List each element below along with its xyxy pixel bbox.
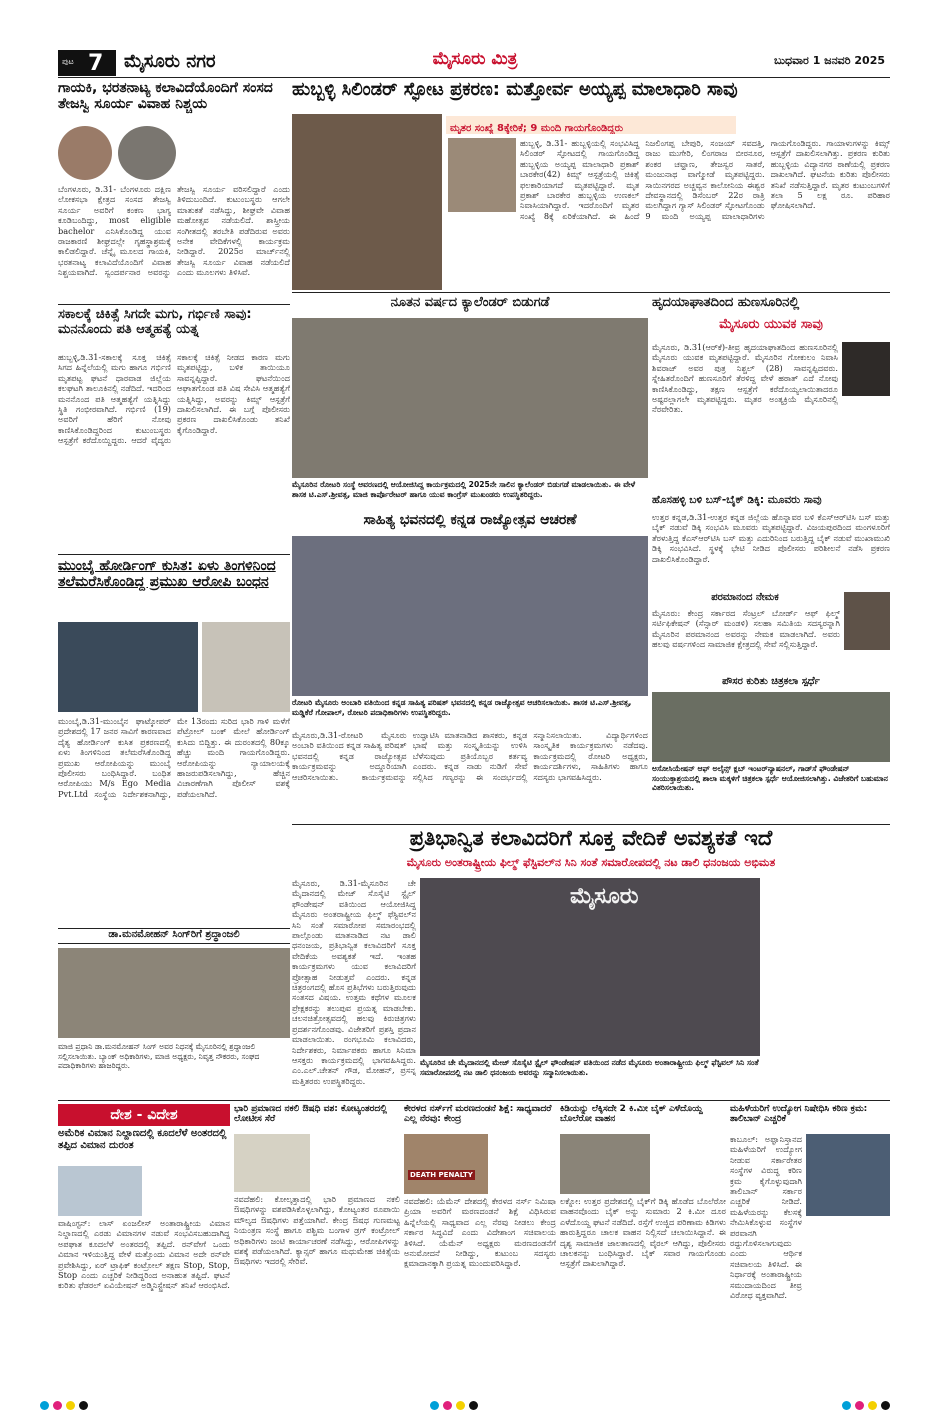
photo-calendar-release	[292, 318, 648, 478]
body: ವಾಷಿಂಗ್ಟನ್: ಲಾಸ್ ಏಂಜಲೀಸ್ ಅಂತಾರಾಷ್ಟ್ರೀಯ ವಿಮಾನ ನಿಲ್ದಾಣದಲ್ಲಿ ಎರಡು ವಿಮಾನಗಳ ನಡುವೆ ಸಂಭವಿಸಬಹುದಾಗಿದ್ದ ಅಪಘಾತ ಕೂದಲೆಳೆ ಅಂತರದಲ್ಲಿ ತಪ್ಪಿದೆ. ರನ್‌ವೇಗೆ ಒಂದು ವಿಮಾನ ಇಳಿಯುತ್ತಿದ್ದ ವೇಳೆ ಮತ್ತೊಂದು ವಿಮಾನ ಅದೇ ರನ್‌ವೇ ಪ್ರವೇಶಿಸಿದ್ದು, ಏರ್ ಟ್ರಾಫಿಕ್ ಕಂಟ್ರೋಲ್ ತಕ್ಷಣ Stop, Stop, Stop ಎಂದು ಎಚ್ಚರಿಕೆ ನೀಡಿದ್ದರಿಂದ ಅನಾಹುತ ತಪ್ಪಿದೆ. ಘಟನೆ ಕುರಿತು ಫೆಡರಲ್ ಏವಿಯೇಷನ್ ಅಡ್ಮಿನಿಸ್ಟ್ರೇಷನ್ ತನಿಖೆ ಆರಂಭಿಸಿದೆ.	[58, 1218, 230, 1291]
photo-paramananda	[844, 592, 890, 650]
article-hubli-cont	[652, 112, 890, 290]
headline: ಹುಬ್ಬಳ್ಳಿ ಸಿಲಿಂಡರ್ ಸ್ಫೋಟ ಪ್ರಕರಣ: ಮತ್ತೋರ್ವ ಅಯ್ಯಪ್ಪ ಮಾಲಾಧಾರಿ ಸಾವು	[292, 80, 738, 100]
article-appoint	[652, 592, 890, 674]
headline: ಗಾಯಕಿ, ಭರತನಾಟ್ಯ ಕಲಾವಿದೆಯೊಂದಿಗೆ ಸಂಸದ ತೇಜಸ್ವಿ ಸೂರ್ಯ ವಿವಾಹ ನಿಶ್ಚಯ	[58, 80, 273, 113]
caption: ಮೈಸೂರಿನ ಚೇ ಮೈದಾನದಲ್ಲಿ ಮೇಜ್ ಸೊಸೈಟಿ ಸ್ಟೈಲ್ ಫೌಂಡೇಷನ್ ವತಿಯಿಂದ ನಡೆದ ಮೈಸೂರು ಅಂತಾರಾಷ್ಟ್ರೀಯ ಫಿಲ್ಮ್ ಫೆಸ್ಟಿವಲ್ ಸಿನಿ ಸಂತೆ ಸಮಾರೋಪದಲ್ಲಿ ನಟ ಡಾಲಿ ಧನಂಜಯ ಅವರನ್ನು ಸನ್ಮಾನಿಸಲಾಯಿತು.	[420, 1058, 759, 1077]
photo-blast	[292, 114, 442, 290]
photo-burqa	[806, 1134, 890, 1216]
photo-bolero	[560, 1134, 650, 1194]
body: ಮೈಸೂರು,ಡಿ.31-ರೋಟರಿ ಮೈಸೂರು ಅಂಬಾರಿ ವತಿಯಿಂದ ಕನ್ನಡ ಸಾಹಿತ್ಯ ಪರಿಷತ್ ಭವನದಲ್ಲಿ ಕನ್ನಡ ರಾಜ್ಯೋತ್ಸವ ಕಾರ್ಯಕ್ರಮವನ್ನು ಅದ್ದೂರಿಯಾಗಿ ಆಚರಿಸಲಾಯಿತು. ಕಾರ್ಯಕ್ರಮವನ್ನು ಉದ್ಘಾಟಿಸಿ ಮಾತನಾಡಿದ ಶಾಸಕರು, ಕನ್ನಡ ಭಾಷೆ ಮತ್ತು ಸಂಸ್ಕೃತಿಯನ್ನು ಉಳಿಸಿ ಬೆಳೆಸುವುದು ಪ್ರತಿಯೊಬ್ಬರ ಕರ್ತವ್ಯ ಎಂದರು. ಕನ್ನಡ ನಾಡು ನುಡಿಗೆ ಸೇವೆ ಸಲ್ಲಿಸಿದ ಗಣ್ಯರನ್ನು ಈ ಸಂದರ್ಭದಲ್ಲಿ ಸನ್ಮಾನಿಸಲಾಯಿತು. ವಿದ್ಯಾರ್ಥಿಗಳಿಂದ ಸಾಂಸ್ಕೃತಿಕ ಕಾರ್ಯಕ್ರಮಗಳು ನಡೆದವು. ಕಾರ್ಯಕ್ರಮದಲ್ಲಿ ರೋಟರಿ ಅಧ್ಯಕ್ಷರು, ಕಾರ್ಯದರ್ಶಿಗಳು, ಸಾಹಿತಿಗಳು ಹಾಗೂ ಸದಸ್ಯರು ಭಾಗವಹಿಸಿದ್ದರು.	[292, 730, 648, 782]
black-dot-icon	[881, 1401, 890, 1410]
cyan-dot-icon	[842, 1401, 851, 1410]
magenta-dot-icon	[855, 1401, 864, 1410]
stamp-text: DEATH PENALTY	[410, 1171, 473, 1179]
body: ಬೆಂಗಳೂರು, ಡಿ.31- ಬೆಂಗಳೂರು ದಕ್ಷಿಣ ಲೋಕಸಭಾ ಕ್ಷೇತ್ರದ ಸಂಸದ ತೇಜಸ್ವಿ ಸೂರ್ಯ ಅವರಿಗೆ ಕಂಕಣ ಭಾಗ್ಯ ಕೂಡಿಬಂದಿದ್ದು, most eligible bachelor ಎನಿಸಿಕೊಂಡಿದ್ದ ಯುವ ರಾಜಕಾರಣಿ ಶೀಘ್ರದಲ್ಲೇ ಗೃಹಸ್ಥಾಶ್ರಮಕ್ಕೆ ಕಾಲಿಡಲಿದ್ದಾರೆ. ಚೆನ್ನೈ ಮೂಲದ ಗಾಯಕಿ, ಭರತನಾಟ್ಯ ಕಲಾವಿದೆಯೊಂದಿಗೆ ವಿವಾಹ ನಿಶ್ಚಯವಾಗಿದೆ. ಸ್ವಂದರ್ಪನಾರ ಅವರನ್ನು ತೇಜಸ್ವಿ ಸೂರ್ಯ ವರಿಸಲಿದ್ದಾರೆ ಎಂದು ತಿಳಿದುಬಂದಿದೆ. ಕುಟುಂಬಸ್ಥರು ಆಗಲೇ ಮಾತುಕತೆ ನಡೆಸಿದ್ದು, ಶೀಘ್ರವೇ ವಿವಾಹ ಮಹೋತ್ಸವ ನಡೆಯಲಿದೆ. ಶಾಸ್ತ್ರೀಯ ಸಂಗೀತದಲ್ಲಿ ತರಬೇತಿ ಪಡೆದಿರುವ ಅವರು ಅನೇಕ ವೇದಿಕೆಗಳಲ್ಲಿ ಕಾರ್ಯಕ್ರಮ ನೀಡಿದ್ದಾರೆ. 2025ರ ಮಾರ್ಚ್‌ನಲ್ಲಿ ತೇಜಸ್ವಿ ಸೂರ್ಯ ವಿವಾಹ ನಡೆಯಲಿದೆ ಎಂದು ಮೂಲಗಳು ತಿಳಿಸಿವೆ.	[58, 184, 290, 278]
divider	[58, 304, 290, 305]
article-drugs	[234, 1104, 400, 1374]
yellow-dot-icon	[868, 1401, 877, 1410]
body: ಮುಂಬೈ,ಡಿ.31-ಮುಂಬೈನ ಘಾಟ್ಕೋಪರ್ ಪ್ರದೇಶದಲ್ಲಿ 17 ಜನರ ಸಾವಿಗೆ ಕಾರಣವಾದ ದೈತ್ಯ ಹೋರ್ಡಿಂಗ್ ಕುಸಿತ ಪ್ರಕರಣದಲ್ಲಿ ಏಳು ತಿಂಗಳಿನಿಂದ ತಲೆಮರೆಸಿಕೊಂಡಿದ್ದ ಪ್ರಮುಖ ಆರೋಪಿಯನ್ನು ಮುಂಬೈ ಪೊಲೀಸರು ಬಂಧಿಸಿದ್ದಾರೆ. ಬಂಧಿತ ಆರೋಪಿಯು M/s Ego Media Pvt.Ltd ಸಂಸ್ಥೆಯ ನಿರ್ದೇಶಕನಾಗಿದ್ದು, ಮೇ 13ರಂದು ಸುರಿದ ಭಾರಿ ಗಾಳಿ ಮಳೆಗೆ ಪೆಟ್ರೋಲ್ ಬಂಕ್ ಮೇಲೆ ಹೋರ್ಡಿಂಗ್ ಕುಸಿದು ಬಿದ್ದಿತ್ತು. ಈ ದುರಂತದಲ್ಲಿ 80ಕ್ಕೂ ಹೆಚ್ಚು ಮಂದಿ ಗಾಯಗೊಂಡಿದ್ದರು. ಆರೋಪಿಯನ್ನು ನ್ಯಾಯಾಲಯಕ್ಕೆ ಹಾಜರುಪಡಿಸಲಾಗಿದ್ದು, ಹೆಚ್ಚಿನ ವಿಚಾರಣೆಗಾಗಿ ಪೊಲೀಸ್ ವಶಕ್ಕೆ ಪಡೆಯಲಾಗಿದೆ.	[58, 716, 290, 799]
section-label-text: ದೇಶ - ವಿದೇಶ	[110, 1107, 178, 1123]
cyan-dot-icon	[40, 1401, 49, 1410]
page-label: ಪುಟ	[62, 57, 74, 66]
headline: ಡಾ.ಮನಮೋಹನ್ ಸಿಂಗ್‌ರಿಗೆ ಶ್ರದ್ಧಾಂಜಲಿ	[58, 928, 290, 944]
headline: ಅಮೆರಿಕ ವಿಮಾನ ನಿಲ್ದಾಣದಲ್ಲಿ ಕೂದಲೆಳೆ ಅಂತರದಲ್ಲಿ ತಪ್ಪಿದ ವಿಮಾನ ದುರಂತ	[58, 1128, 227, 1151]
photo-film-fest	[420, 878, 760, 1056]
headline: ಕೇರಳದ ನರ್ಸ್‌ಗೆ ಮರಣದಂಡನೆ ಶಿಕ್ಷೆ: ಸಾಧ್ಯವಾದರೆ ಎಲ್ಲ ನೆರವು: ಕೇಂದ್ರ	[404, 1104, 552, 1125]
headline: ಕಿಡಿಯನ್ನು ಲೆಕ್ಕಿಸದೇ 2 ಕಿ.ಮೀ ಬೈಕ್ ಎಳೆದೊಯ್ದ ಬೊಲೆರೋ ವಾಹನ	[560, 1104, 703, 1125]
body: ಲಕ್ನೋ: ಉತ್ತರ ಪ್ರದೇಶದಲ್ಲಿ ಬೈಕ್‌ಗೆ ಡಿಕ್ಕಿ ಹೊಡೆದ ಬೊಲೆರೋ ವಾಹನವೊಂದು ಬೈಕ್ ಅನ್ನು ಸುಮಾರು 2 ಕಿ.ಮೀ ದೂರ ಎಳೆದೊಯ್ದ ಘಟನೆ ನಡೆದಿದೆ. ರಸ್ತೆಗೆ ಉಜ್ಜಿದ ಪರಿಣಾಮ ಕಿಡಿಗಳು ಹಾರುತ್ತಿದ್ದರೂ ಚಾಲಕ ವಾಹನ ನಿಲ್ಲಿಸದೆ ಚಲಾಯಿಸಿದ್ದಾನೆ. ಈ ದೃಶ್ಯ ಸಾಮಾಜಿಕ ಜಾಲತಾಣದಲ್ಲಿ ವೈರಲ್ ಆಗಿದ್ದು, ಪೊಲೀಸರು ಚಾಲಕನನ್ನು ಬಂಧಿಸಿದ್ದಾರೆ. ಬೈಕ್ ಸವಾರ ಗಾಯಗೊಂಡು ಆಸ್ಪತ್ರೆಗೆ ದಾಖಲಾಗಿದ್ದಾರೆ.	[560, 1196, 726, 1269]
photo-mp	[118, 126, 176, 180]
registration-marks-right	[842, 1400, 902, 1412]
black-dot-icon	[469, 1401, 478, 1410]
body: ಕಾಬೂಲ್: ಅಫ್ಘಾನಿಸ್ತಾನದ ಮಹಿಳೆಯರಿಗೆ ಉದ್ಯೋಗ ನೀಡುವ ಸರ್ಕಾರೇತರ ಸಂಸ್ಥೆಗಳ ವಿರುದ್ಧ ಕಠಿಣ ಕ್ರಮ ಕೈಗೊಳ್ಳುವುದಾಗಿ ತಾಲಿಬಾನ್ ಸರ್ಕಾರ ಎಚ್ಚರಿಕೆ ನೀಡಿದೆ. ಮಹಿಳೆಯರನ್ನು ಕೆಲಸಕ್ಕೆ ನೇಮಿಸಿಕೊಳ್ಳುವ ಸಂಸ್ಥೆಗಳ ಪರವಾನಗಿ ರದ್ದುಗೊಳಿಸಲಾಗುವುದು ಎಂದು ಆರ್ಥಿಕ ಸಚಿವಾಲಯ ತಿಳಿಸಿದೆ. ಈ ನಿರ್ಧಾರಕ್ಕೆ ಅಂತಾರಾಷ್ಟ್ರೀಯ ಸಮುದಾಯದಿಂದ ತೀವ್ರ ವಿರೋಧ ವ್ಯಕ್ತವಾಗಿದೆ.	[730, 1134, 802, 1301]
photo-victim	[448, 138, 516, 212]
headline: ಸಕಾಲಕ್ಕೆ ಚಿಕಿತ್ಸೆ ಸಿಗದೇ ಮಗು, ಗರ್ಭಿಣಿ ಸಾವು: ಮನನೊಂದು ಪತಿ ಆತ್ಮಹತ್ಯೆ ಯತ್ನ	[58, 308, 252, 337]
article-film	[292, 826, 890, 1098]
headline: ಪ್ರತಿಭಾನ್ವಿತ ಕಲಾವಿದರಿಗೆ ಸೂಕ್ತ ವೇದಿಕೆ ಅವಶ್ಯಕತೆ ಇದೆ	[409, 826, 773, 850]
article-airport	[58, 1104, 230, 1374]
caption: ಮೈಸೂರಿನ ರೋಟರಿ ಸಂಸ್ಥೆ ಆವರಣದಲ್ಲಿ ಆಯೋಜಿಸಿದ್ದ ಕಾರ್ಯಕ್ರಮದಲ್ಲಿ 2025ನೇ ಸಾಲಿನ ಕ್ಯಾಲೆಂಡರ್ ಬಿಡುಗಡೆ ಮಾಡಲಾಯಿತು. ಈ ವೇಳೆ ಶಾಸಕ ಟಿ.ಎಸ್.ಶ್ರೀವತ್ಸ, ಮಾಜಿ ಕಾರ್ಪೊರೇಟರ್ ಹಾಗೂ ಯುವ ಕಾಂಗ್ರೆಸ್ ಮುಖಂಡರು ಉಪಸ್ಥಿತರಿದ್ದರು.	[292, 480, 636, 499]
headline: ನೂತನ ವರ್ಷದ ಕ್ಯಾಲೆಂಡರ್ ಬಿಡುಗಡೆ	[390, 296, 550, 310]
article-calendar	[292, 296, 648, 510]
body: ಅಸೋಸಿಯೇಷನ್ ಆಫ್ ಅಲೈನ್ಸ್ ಕ್ಲಬ್ ಇಂಟರ್‌ನ್ಯಾಷನಲ್, ಗಾಡ್‌ಸೆ ಫೌಂಡೇಷನ್ ಸಂಯುಕ್ತಾಶ್ರಯದಲ್ಲಿ ಶಾಲಾ ಮಕ್ಕಳಿಗೆ ಚಿತ್ರಕಲಾ ಸ್ಪರ್ಧೆ ಆಯೋಜಿಸಲಾಗಿತ್ತು. ವಿಜೇತರಿಗೆ ಬಹುಮಾನ ವಿತರಿಸಲಾಯಿತು.	[652, 764, 888, 793]
body: ಮೈಸೂರು, ಡಿ.31(ಆರ್‌ಕೆ)-ತೀವ್ರ ಹೃದಯಾಘಾತದಿಂದ ಹುಣಸೂರಿನಲ್ಲಿ ಮೈಸೂರು ಯುವಕ ಮೃತಪಟ್ಟಿದ್ದಾರೆ. ಮೈಸೂರಿನ ಗೋಕುಲಂ ನಿವಾಸಿ ಶಿವರಾಜ್ ಅವರ ಪುತ್ರ ನಿಶ್ಚಲ್ (28) ಸಾವನ್ನಪ್ಪಿದವರು. ಸ್ನೇಹಿತರೊಂದಿಗೆ ಹುಣಸೂರಿಗೆ ತೆರಳಿದ್ದ ವೇಳೆ ಹಠಾತ್ ಎದೆ ನೋವು ಕಾಣಿಸಿಕೊಂಡಿದ್ದು, ತಕ್ಷಣ ಆಸ್ಪತ್ರೆಗೆ ಕರೆದೊಯ್ಯಲಾಯಿತಾದರೂ ಅಷ್ಟರಲ್ಲಾಗಲೇ ಮೃತಪಟ್ಟಿದ್ದರು. ಮೃತರ ಅಂತ್ಯಕ್ರಿಯೆ ಮೈಸೂರಿನಲ್ಲಿ ನೆರವೇರಿತು.	[652, 342, 838, 415]
headline: ಭಾರಿ ಪ್ರಮಾಣದ ನಕಲಿ ಔಷಧಿ ವಶ: ಕೋಟ್ಯಂತರದಲ್ಲಿ ಲೋಟೀಸ ಸೆರೆ	[234, 1104, 388, 1125]
headline: ಹೃದಯಾಘಾತದಿಂದ ಹುಣಸೂರಿನಲ್ಲಿ	[652, 296, 800, 310]
body: ನವದೆಹಲಿ: ಯೆಮೆನ್ ದೇಶದಲ್ಲಿ ಕೇರಳದ ನರ್ಸ್ ನಿಮಿಷಾ ಪ್ರಿಯಾ ಅವರಿಗೆ ಮರಣದಂಡನೆ ಶಿಕ್ಷೆ ವಿಧಿಸಿರುವ ಹಿನ್ನೆಲೆಯಲ್ಲಿ ಸಾಧ್ಯವಾದ ಎಲ್ಲ ನೆರವು ನೀಡಲು ಕೇಂದ್ರ ಸರ್ಕಾರ ಸಿದ್ಧವಿದೆ ಎಂದು ವಿದೇಶಾಂಗ ಸಚಿವಾಲಯ ತಿಳಿಸಿದೆ. ಯೆಮೆನ್ ಅಧ್ಯಕ್ಷರು ಮರಣದಂಡನೆಗೆ ಅನುಮೋದನೆ ನೀಡಿದ್ದು, ಕುಟುಂಬ ಸದಸ್ಯರು ಕ್ಷಮಾದಾನಕ್ಕಾಗಿ ಪ್ರಯತ್ನ ಮುಂದುವರಿಸಿದ್ದಾರೆ.	[404, 1196, 556, 1269]
subhead: ಮೈಸೂರು ಯುವಕ ಸಾವು	[719, 318, 823, 332]
photo-tribute	[58, 948, 290, 1038]
article-suicide	[58, 308, 290, 552]
registration-marks-left	[40, 1400, 100, 1412]
headline: ಸಾಹಿತ್ಯ ಭವನದಲ್ಲಿ ಕನ್ನಡ ರಾಜ್ಯೋತ್ಸವ ಆಚರಣೆ	[363, 512, 577, 528]
headline: ಹೊಸಹಳ್ಳಿ ಬಳಿ ಬಸ್-ಬೈಕ್ ಡಿಕ್ಕಿ: ಮೂವರು ಸಾವು	[652, 494, 822, 506]
article-poster	[652, 676, 890, 826]
photo-plane	[58, 1166, 142, 1216]
body: ನವದೆಹಲಿ: ಕೋಲ್ಕತ್ತಾದಲ್ಲಿ ಭಾರಿ ಪ್ರಮಾಣದ ನಕಲಿ ಔಷಧಿಗಳನ್ನು ವಶಪಡಿಸಿಕೊಳ್ಳಲಾಗಿದ್ದು, ಕೋಟ್ಯಂತರ ರೂಪಾಯಿ ಮೌಲ್ಯದ ಔಷಧಿಗಳು ಪತ್ತೆಯಾಗಿವೆ. ಕೇಂದ್ರ ಔಷಧ ಗುಣಮಟ್ಟ ನಿಯಂತ್ರಣ ಸಂಸ್ಥೆ ಹಾಗೂ ಪಶ್ಚಿಮ ಬಂಗಾಳ ಡ್ರಗ್ ಕಂಟ್ರೋಲ್ ಅಧಿಕಾರಿಗಳು ಜಂಟಿ ಕಾರ್ಯಾಚರಣೆ ನಡೆಸಿದ್ದು, ಆರೋಪಿಗಳನ್ನು ವಶಕ್ಕೆ ಪಡೆಯಲಾಗಿದೆ. ಕ್ಯಾನ್ಸರ್ ಹಾಗೂ ಮಧುಮೇಹ ಚಿಕಿತ್ಸೆಯ ಔಷಧಿಗಳು ಇದರಲ್ಲಿ ಸೇರಿವೆ.	[234, 1194, 400, 1267]
paper-name: ಮೈಸೂರು ಮಿತ್ರ	[432, 50, 518, 69]
magenta-dot-icon	[53, 1401, 62, 1410]
article-heart	[652, 296, 890, 492]
article-nurse	[404, 1104, 556, 1374]
photo-gavel	[404, 1134, 488, 1194]
photo-poster-contest	[652, 692, 890, 762]
subhead-text: ಮೃತರ ಸಂಖ್ಯೆ 8ಕ್ಕೇರಿಕೆ; 9 ಮಂದಿ ಗಾಯಗೊಂಡಿದ್ದರು	[450, 123, 624, 134]
photo-youth	[842, 342, 890, 396]
yellow-dot-icon	[66, 1401, 75, 1410]
body-continued	[652, 112, 890, 290]
caption: ರೋಟರಿ ಮೈಸೂರು ಅಂಬಾರಿ ವತಿಯಿಂದ ಕನ್ನಡ ಸಾಹಿತ್ಯ ಪರಿಷತ್ ಭವನದಲ್ಲಿ ಕನ್ನಡ ರಾಜ್ಯೋತ್ಸವ ಆಚರಿಸಲಾಯಿತು. ಶಾಸಕ ಟಿ.ಎಸ್.ಶ್ರೀವತ್ಸ, ಮಡ್ಡಿಕೆರೆ ಗೋಪಾಲ್, ರೋಟರಿ ಪದಾಧಿಕಾರಿಗಳು ಉಪಸ್ಥಿತರಿದ್ದರು.	[292, 698, 632, 717]
page-number-box	[58, 50, 116, 76]
headline: ಪರಮಾನಂದ ನೇಮಕ	[711, 592, 779, 603]
caption: ಮಾಜಿ ಪ್ರಧಾನಿ ಡಾ.ಮನಮೋಹನ್ ಸಿಂಗ್ ಅವರ ನಿಧನಕ್ಕೆ ಮೈಸೂರಿನಲ್ಲಿ ಶ್ರದ್ಧಾಂಜಲಿ ಸಲ್ಲಿಸಲಾಯಿತು. ಬ್ಯಾಂಕ್ ಅಧಿಕಾರಿಗಳು, ಮಾಜಿ ಅಧ್ಯಕ್ಷರು, ನಿವೃತ್ತ ನೌಕರರು, ಸಂಘದ ಪದಾಧಿಕಾರಿಗಳು ಹಾಜರಿದ್ದರು.	[58, 1042, 260, 1071]
masthead-rule	[58, 77, 890, 78]
section-title: ಮೈಸೂರು ನಗರ	[124, 52, 216, 72]
body: ಮೈಸೂರು: ಕೇಂದ್ರ ಸರ್ಕಾರದ ಸೆಂಟ್ರಲ್ ಬೋರ್ಡ್ ಆಫ್ ಫಿಲ್ಮ್ ಸರ್ಟಿಫಿಕೇಷನ್ (ಸೆನ್ಸಾರ್ ಮಂಡಳಿ) ಸಲಹಾ ಸಮಿತಿಯ ಸದಸ್ಯರನ್ನಾಗಿ ಮೈಸೂರಿನ ಪರಮಾನಂದ ಅವರನ್ನು ನೇಮಕ ಮಾಡಲಾಗಿದೆ. ಅವರು ಹಲವು ವರ್ಷಗಳಿಂದ ಸಾಮಾಜಿಕ ಕ್ಷೇತ್ರದಲ್ಲಿ ಸೇವೆ ಸಲ್ಲಿಸುತ್ತಿದ್ದಾರೆ.	[652, 608, 840, 650]
photo-hoarding	[58, 622, 198, 712]
article-bike	[560, 1104, 726, 1374]
photo-rajyotsava	[292, 536, 648, 696]
article-women	[730, 1104, 890, 1374]
photo-pills	[234, 1134, 310, 1192]
headline: ಪೌಸರ ಕುರಿತು ಚಿತ್ರಕಲಾ ಸ್ಪರ್ಧೆ	[722, 676, 820, 687]
body-continued	[764, 878, 890, 1098]
divider	[58, 1100, 890, 1101]
banner-text: ಮೈಸೂರು	[570, 884, 639, 909]
cyan-dot-icon	[430, 1401, 439, 1410]
headline: ಮುಂಬೈ ಹೋರ್ಡಿಂಗ್ ಕುಸಿತ: ಏಳು ತಿಂಗಳಿನಿಂದ ತಲೆಮರೆಸಿಕೊಂಡಿದ್ದ ಪ್ರಮುಖ ಆರೋಪಿ ಬಂಧನ	[58, 558, 276, 591]
registration-marks-center	[430, 1400, 490, 1412]
photo-singer	[58, 126, 112, 180]
article-manmohan	[58, 928, 290, 1092]
black-dot-icon	[79, 1401, 88, 1410]
article-tejasvi	[58, 80, 290, 302]
section-label	[58, 1104, 230, 1126]
issue-date: ಬುಧವಾರ 1 ಜನವರಿ 2025	[774, 54, 885, 67]
yellow-dot-icon	[456, 1401, 465, 1410]
divider	[292, 824, 890, 825]
body: ಮೈಸೂರು, ಡಿ.31-ಮೈಸೂರಿನ ಚೇ ಮೈದಾನದಲ್ಲಿ ಮೇಜ್ ಸೊಸೈಟಿ ಸ್ಟೈಲ್ ಫೌಂಡೇಷನ್ ವತಿಯಿಂದ ಆಯೋಜಿಸಿದ್ದ ಮೈಸೂರು ಅಂತರಾಷ್ಟ್ರೀಯ ಫಿಲ್ಮ್ ಫೆಸ್ಟಿವಲ್‌ನ ಸಿನಿ ಸಂತೆ ಸಮಾರೋಪ ಸಮಾರಂಭದಲ್ಲಿ ಪಾಲ್ಗೊಂಡು ಮಾತನಾಡಿದ ನಟ ಡಾಲಿ ಧನಂಜಯ, ಪ್ರತಿಭಾನ್ವಿತ ಕಲಾವಿದರಿಗೆ ಸೂಕ್ತ ವೇದಿಕೆಯ ಅವಶ್ಯಕತೆ ಇದೆ. ಇಂತಹ ಕಾರ್ಯಕ್ರಮಗಳು ಯುವ ಕಲಾವಿದರಿಗೆ ಪ್ರೋತ್ಸಾಹ ನೀಡುತ್ತವೆ ಎಂದರು. ಕನ್ನಡ ಚಿತ್ರರಂಗದಲ್ಲಿ ಹೊಸ ಪ್ರತಿಭೆಗಳು ಬರುತ್ತಿರುವುದು ಸಂತಸದ ವಿಷಯ. ಉತ್ತಮ ಕಥೆಗಳ ಮೂಲಕ ಪ್ರೇಕ್ಷಕರನ್ನು ತಲುಪುವ ಪ್ರಯತ್ನ ಮಾಡಬೇಕು. ಚಲನಚಿತ್ರೋತ್ಸವದಲ್ಲಿ ಹಲವು ಕಿರುಚಿತ್ರಗಳು ಪ್ರದರ್ಶನಗೊಂಡವು. ವಿಜೇತರಿಗೆ ಪ್ರಶಸ್ತಿ ಪ್ರದಾನ ಮಾಡಲಾಯಿತು. ರಂಗಭೂಮಿ ಕಲಾವಿದರು, ನಿರ್ದೇಶಕರು, ನಿರ್ಮಾಪಕರು ಹಾಗೂ ಸಿನಿಮಾ ಆಸಕ್ತರು ಕಾರ್ಯಕ್ರಮದಲ್ಲಿ ಭಾಗವಹಿಸಿದ್ದರು. ಎಂ.ಎಲ್.ಚೇತನ್ ಗೌಡ, ಮೋಹನ್, ಪ್ರಸನ್ನ ಮತ್ತಿತರರು ಉಪಸ್ಥಿತರಿದ್ದರು.	[292, 878, 416, 1086]
masthead	[0, 0, 945, 78]
magenta-dot-icon	[443, 1401, 452, 1410]
subhead: ಮೈಸೂರು ಅಂತರಾಷ್ಟ್ರೀಯ ಫಿಲ್ಮ್ ಫೆಸ್ಟಿವಲ್‌ನ ಸಿನಿ ಸಂತೆ ಸಮಾರೋಪದಲ್ಲಿ ನಟ ಡಾಲಿ ಧನಂಜಯ ಅಭಿಮತ	[406, 856, 776, 869]
article-bus	[652, 494, 890, 590]
body: ಹುಬ್ಬಳ್ಳಿ,ಡಿ.31-ಸಕಾಲಕ್ಕೆ ಸೂಕ್ತ ಚಿಕಿತ್ಸೆ ಸಿಗದ ಹಿನ್ನೆಲೆಯಲ್ಲಿ ಮಗು ಹಾಗೂ ಗರ್ಭಿಣಿ ಮೃತಪಟ್ಟ ಘಟನೆ ಧಾರವಾಡ ಜಿಲ್ಲೆಯ ಕಲಘಟಗಿ ತಾಲೂಕಿನಲ್ಲಿ ನಡೆದಿದೆ. ಇದರಿಂದ ಮನನೊಂದ ಪತಿ ಆತ್ಮಹತ್ಯೆಗೆ ಯತ್ನಿಸಿದ್ದು ಸ್ಥಿತಿ ಗಂಭೀರವಾಗಿದೆ. ಗರ್ಭಿಣಿ (19) ಅವರಿಗೆ ಹೆರಿಗೆ ನೋವು ಕಾಣಿಸಿಕೊಂಡಿದ್ದರಿಂದ ಕುಟುಂಬಸ್ಥರು ಆಸ್ಪತ್ರೆಗೆ ಕರೆದೊಯ್ದಿದ್ದರು. ಆದರೆ ವೈದ್ಯರು ಸಕಾಲಕ್ಕೆ ಚಿಕಿತ್ಸೆ ನೀಡದ ಕಾರಣ ಮಗು ಮೃತಪಟ್ಟಿದ್ದು, ಬಳಿಕ ತಾಯಿಯೂ ಸಾವನ್ನಪ್ಪಿದ್ದಾರೆ. ಘಟನೆಯಿಂದ ಆಘಾತಗೊಂಡ ಪತಿ ವಿಷ ಸೇವಿಸಿ ಆತ್ಮಹತ್ಯೆಗೆ ಯತ್ನಿಸಿದ್ದು, ಅವರನ್ನು ಕಿಮ್ಸ್ ಆಸ್ಪತ್ರೆಗೆ ದಾಖಲಿಸಲಾಗಿದೆ. ಈ ಬಗ್ಗೆ ಪೊಲೀಸರು ಪ್ರಕರಣ ದಾಖಲಿಸಿಕೊಂಡು ತನಿಖೆ ಕೈಗೊಂಡಿದ್ದಾರೆ.	[58, 352, 290, 446]
body: ಉತ್ತರ ಕನ್ನಡ,ಡಿ.31-ಉತ್ತರ ಕನ್ನಡ ಜಿಲ್ಲೆಯ ಹೊನ್ನಾವರ ಬಳಿ ಕೆಎಸ್ಆರ್‌ಟಿಸಿ ಬಸ್ ಮತ್ತು ಬೈಕ್ ನಡುವೆ ಡಿಕ್ಕಿ ಸಂಭವಿಸಿ ಮೂವರು ಮೃತಪಟ್ಟಿದ್ದಾರೆ. ವಿಜಯಪುರದಿಂದ ಮಂಗಳೂರಿಗೆ ತೆರಳುತ್ತಿದ್ದ ಕೆಎಸ್ಆರ್‌ಟಿಸಿ ಬಸ್ ಮತ್ತು ಎದುರಿನಿಂದ ಬರುತ್ತಿದ್ದ ಬೈಕ್ ನಡುವೆ ಮುಖಾಮುಖಿ ಡಿಕ್ಕಿ ಸಂಭವಿಸಿದೆ. ಸ್ಥಳಕ್ಕೆ ಭೇಟಿ ನೀಡಿದ ಪೊಲೀಸರು ಪರಿಶೀಲನೆ ನಡೆಸಿ ಪ್ರಕರಣ ದಾಖಲಿಸಿಕೊಂಡಿದ್ದಾರೆ.	[652, 512, 890, 564]
headline: ಮಹಿಳೆಯರಿಗೆ ಉದ್ಯೋಗ ನಿಷೇಧಿಸಿ ಕಠಿಣ ಕ್ರಮ: ತಾಲಿಬಾನ್ ಎಚ್ಚರಿಕೆ	[730, 1104, 868, 1125]
body: ಹುಬ್ಬಳ್ಳಿ, ಡಿ.31- ಹುಬ್ಬಳ್ಳಿಯಲ್ಲಿ ಸಂಭವಿಸಿದ್ದ ಸಿಲಿಂಡರ್ ಸ್ಫೋಟದಲ್ಲಿ ಗಾಯಗೊಂಡಿದ್ದ ಹುಬ್ಬಳ್ಳಿಯ ಅಯ್ಯಪ್ಪ ಮಾಲಾಧಾರಿ ಪ್ರಕಾಶ್ ಬಾರಕೇರ(42) ಕಿಮ್ಸ್ ಆಸ್ಪತ್ರೆಯಲ್ಲಿ ಚಿಕಿತ್ಸೆ ಫಲಕಾರಿಯಾಗದೆ ಮೃತಪಟ್ಟಿದ್ದಾರೆ. ಮೃತ ಪ್ರಕಾಶ್ ಬಾರಕೇರ ಹುಬ್ಬಳ್ಳಿಯ ಉಣಕಲ್ ನಿವಾಸಿಯಾಗಿದ್ದಾರೆ. ಇದರೊಂದಿಗೆ ಮೃತರ ಸಂಖ್ಯೆ 8ಕ್ಕೆ ಏರಿಕೆಯಾಗಿದೆ. ಈ ಹಿಂದೆ ನಿಜಲಿಂಗಪ್ಪ ಬೇಪುರಿ, ಸಂಜಯ್ ಸವದತ್ತಿ, ರಾಜು ಮುಗೇರಿ, ಲಿಂಗರಾಜ ಬೀರನೂರ, ಶಂಕರ ಚವ್ಹಾಣ, ತೇಜಸ್ವರ ಸಾತರೆ, ಮಂಜುನಾಥ ವಾಗ್ಮೋಡೆ ಮೃತಪಟ್ಟಿದ್ದರು. ಸಾಯಿನಗರದ ಅಚ್ಚವ್ವನ ಕಾಲೋನಿಯ ಈಶ್ವರ ದೇವಸ್ಥಾನದಲ್ಲಿ ಡಿಸೆಂಬರ್ 22ರ ರಾತ್ರಿ ಮಲಗಿದ್ದಾಗ ಗ್ಯಾಸ್ ಸಿಲಿಂಡರ್ ಸ್ಫೋಟಗೊಂಡು 9 ಮಂದಿ ಅಯ್ಯಪ್ಪ ಮಾಲಾಧಾರಿಗಳು ಗಾಯಗೊಂಡಿದ್ದರು. ಗಾಯಾಳುಗಳನ್ನು ಕಿಮ್ಸ್ ಆಸ್ಪತ್ರೆಗೆ ದಾಖಲಿಸಲಾಗಿತ್ತು. ಪ್ರಕರಣ ಕುರಿತು ಹುಬ್ಬಳ್ಳಿಯ ವಿದ್ಯಾನಗರ ಠಾಣೆಯಲ್ಲಿ ಪ್ರಕರಣ ದಾಖಲಾಗಿದೆ. ಘಟನೆಯ ಕುರಿತು ಪೊಲೀಸರು ತನಿಖೆ ನಡೆಸುತ್ತಿದ್ದಾರೆ. ಮೃತರ ಕುಟುಂಬಗಳಿಗೆ ತಲಾ 5 ಲಕ್ಷ ರೂ. ಪರಿಹಾರ ಘೋಷಿಸಲಾಗಿದೆ.	[520, 138, 890, 221]
page-number: 7	[88, 51, 104, 76]
divider	[58, 554, 290, 555]
photo-accused	[202, 622, 290, 712]
divider	[292, 292, 890, 293]
article-mumbai	[58, 558, 290, 926]
